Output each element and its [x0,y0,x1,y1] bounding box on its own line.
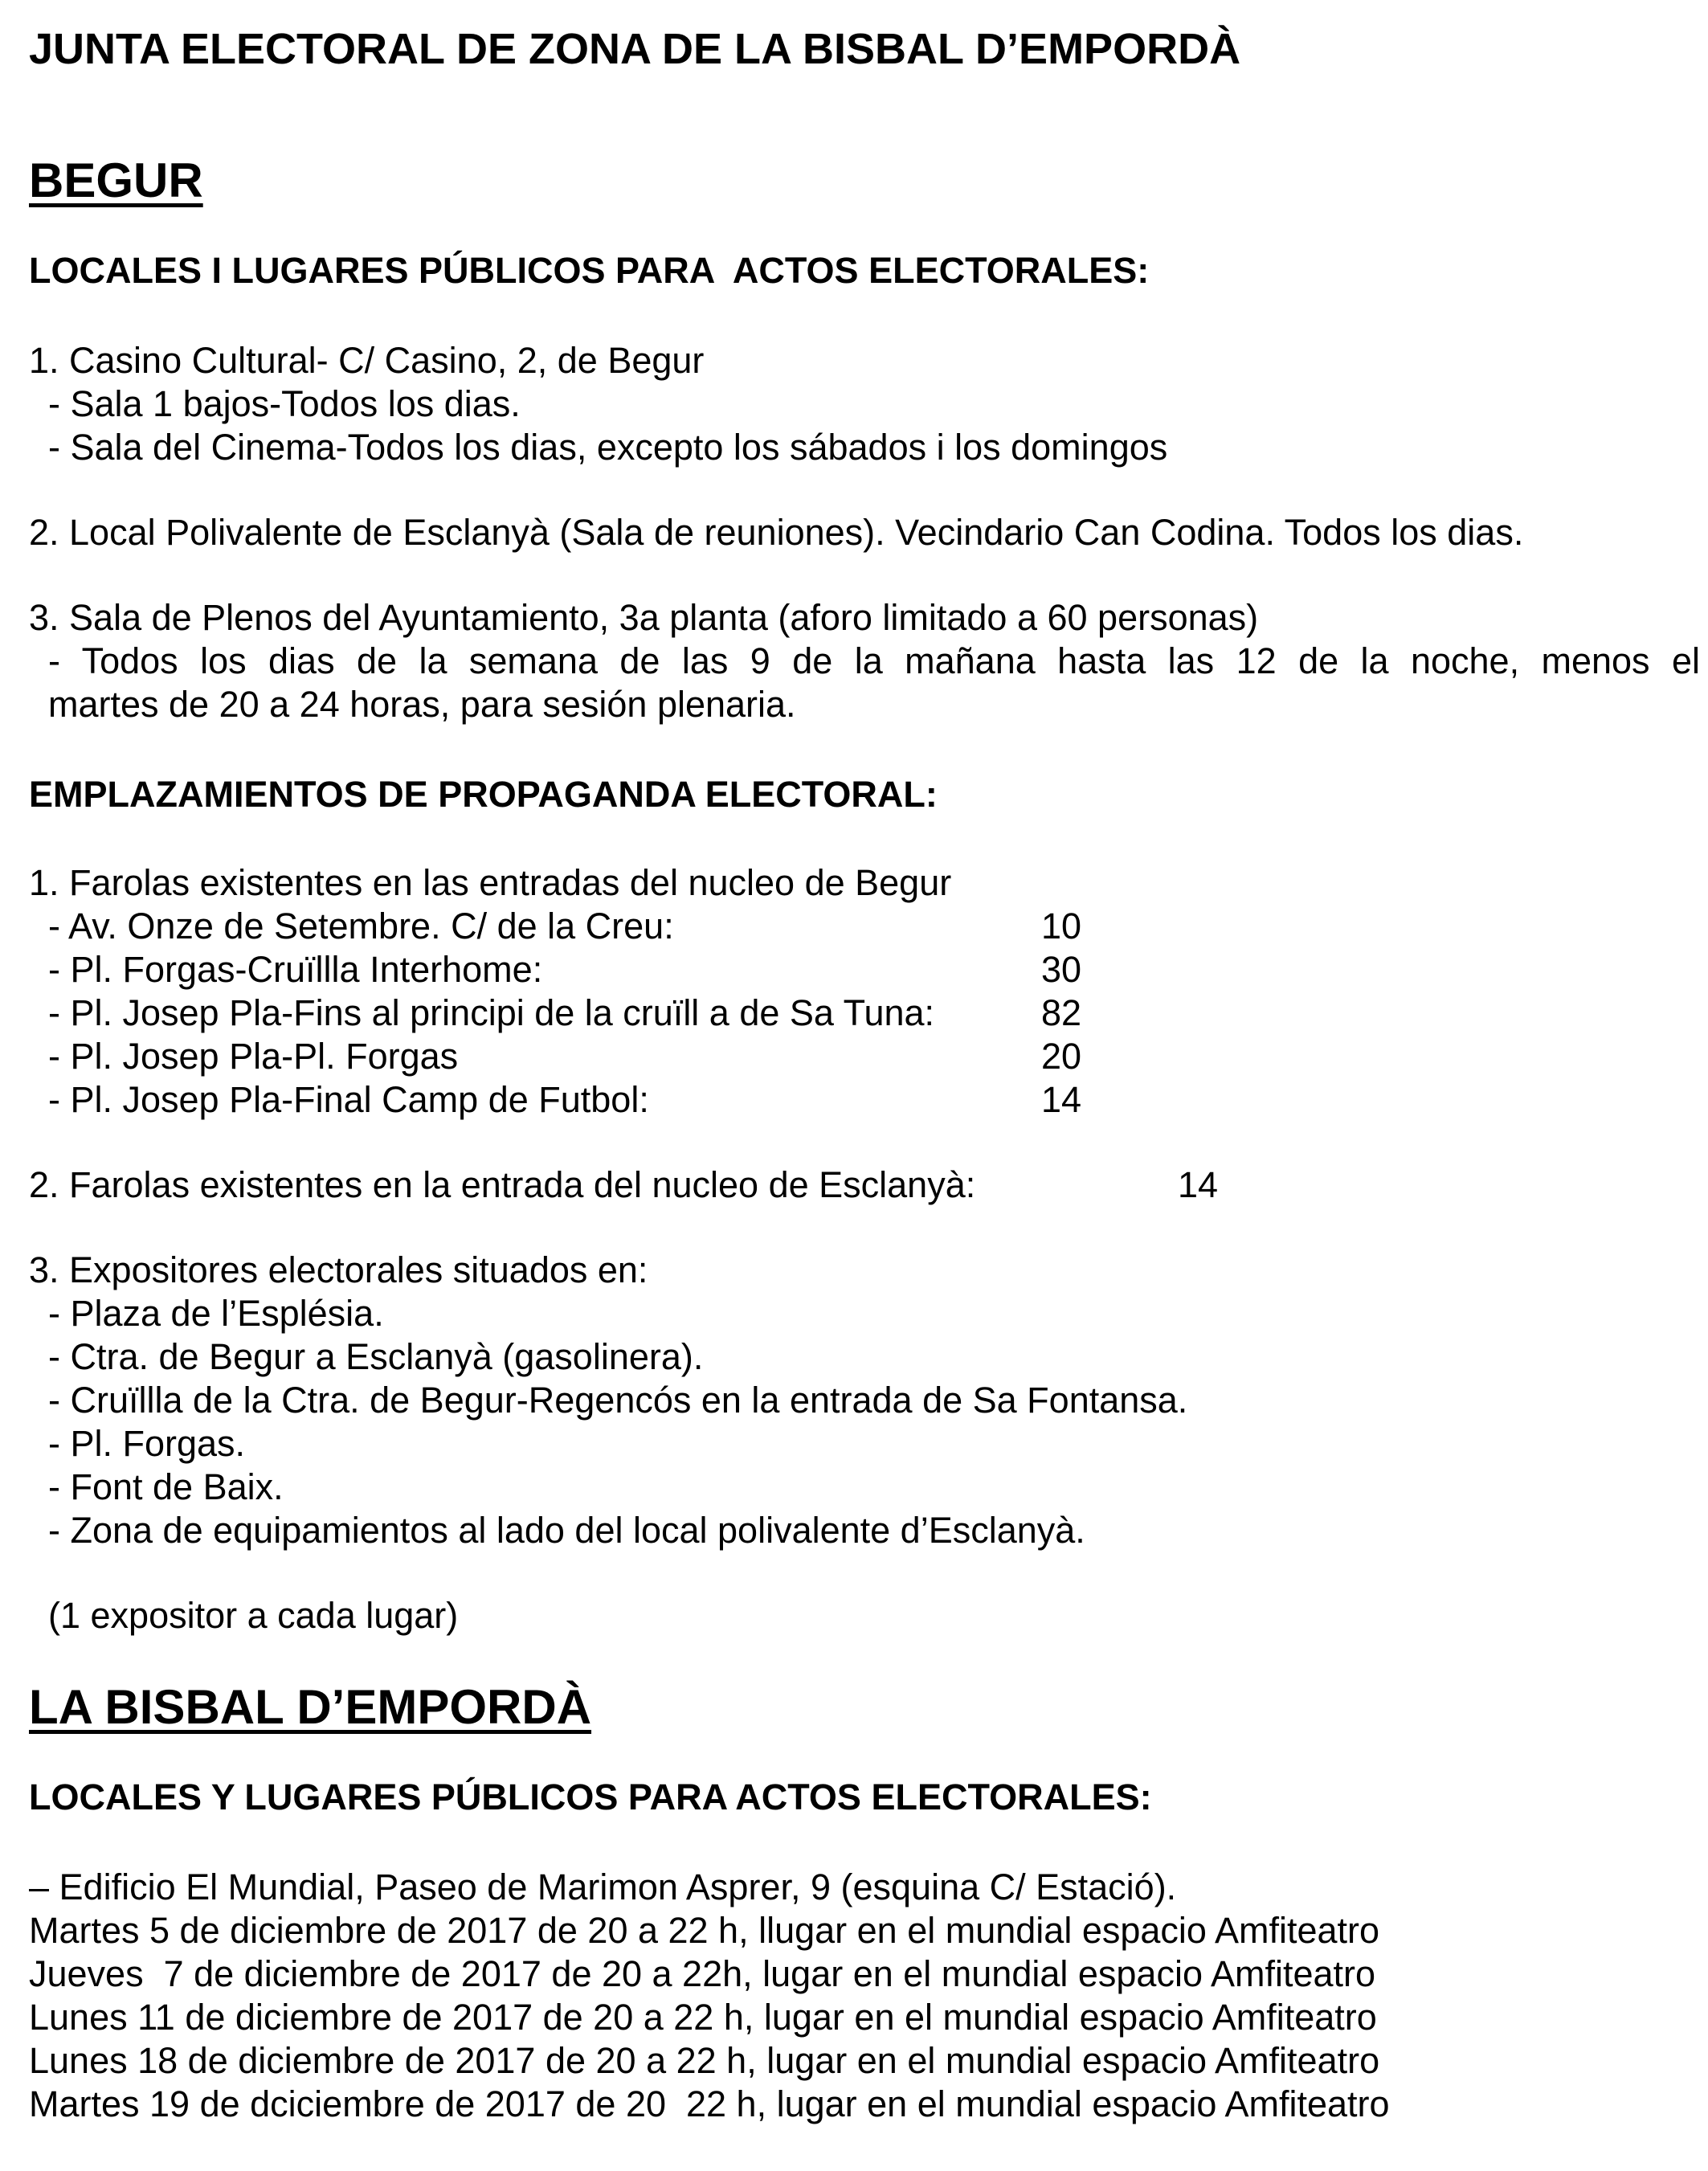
begur-propaganda-row-count: 10 [1041,906,1082,946]
begur-expositor-list-item: - Zona de equipamientos al lado del local polivalente d’Esclanyà. [48,1510,1085,1551]
bisbal-date-line: Jueves 7 de diciembre de 2017 de 20 a 22h, lugar en el mundial espacio Amfiteatro [29,1953,1376,1994]
begur-propaganda-item-2-label: 2. Farolas existentes en la entrada del nucleo de Esclanyà: [29,1164,976,1205]
bisbal-venue: – Edificio El Mundial, Paseo de Marimon Asprer, 9 (esquina C/ Estació). [29,1866,1177,1907]
begur-expositor-list-item: - Pl. Forgas. [48,1423,246,1464]
begur-propaganda-item-3: 3. Expositores electorales situados en: [29,1249,648,1290]
begur-expositor-list-item: - Font de Baix. [48,1466,284,1507]
begur-propaganda-row-label: - Av. Onze de Setembre. C/ de la Creu: [48,906,674,946]
begur-propaganda-row-count: 82 [1041,992,1082,1033]
begur-expositor-note: (1 expositor a cada lugar) [48,1595,459,1636]
begur-locales-item-2: 2. Local Polivalente de Esclanyà (Sala de reuniones). Vecindario Can Codina. Todos los dias. [29,512,1524,553]
begur-locales-heading: LOCALES I LUGARES PÚBLICOS PARA ACTOS ELECTORALES: [29,250,1150,291]
begur-locales-item-1-sub-2: - Sala del Cinema-Todos los dias, excepto los sábados i los domingos [48,427,1168,468]
section-title-la-bisbal: LA BISBAL D’EMPORDÀ [29,1680,592,1734]
begur-locales-item-1: 1. Casino Cultural- C/ Casino, 2, de Begur [29,340,705,381]
begur-propaganda-item-2-count: 14 [1178,1164,1219,1205]
begur-locales-item-3: 3. Sala de Plenos del Ayuntamiento, 3a planta (aforo limitado a 60 personas) [29,597,1259,638]
begur-expositor-list-item: - Plaza de l’Esplésia. [48,1293,384,1334]
bisbal-date-line: Lunes 18 de diciembre de 2017 de 20 a 22 h, lugar en el mundial espacio Amfiteatro [29,2040,1380,2081]
begur-locales-item-3-sub-1-line-2: martes de 20 a 24 horas, para sesión plenaria. [48,684,796,725]
begur-propaganda-row-label: - Pl. Josep Pla-Fins al principi de la cruïll a de Sa Tuna: [48,992,935,1033]
begur-propaganda-row-count: 14 [1041,1079,1082,1120]
begur-propaganda-row-label: - Pl. Josep Pla-Pl. Forgas [48,1036,459,1077]
begur-propaganda-row-label: - Pl. Forgas-Cruïllla Interhome: [48,949,543,990]
bisbal-date-line: Lunes 11 de diciembre de 2017 de 20 a 22 h, lugar en el mundial espacio Amfiteatro [29,1997,1377,2038]
begur-propaganda-row-count: 30 [1041,949,1082,990]
bisbal-date-line: Martes 19 de dciciembre de 2017 de 20 22 h, lugar en el mundial espacio Amfiteatro [29,2083,1390,2124]
bisbal-locales-heading: LOCALES Y LUGARES PÚBLICOS PARA ACTOS ELECTORALES: [29,1776,1152,1817]
bisbal-date-line: Martes 5 de diciembre de 2017 de 20 a 22 h, llugar en el mundial espacio Amfiteatro [29,1910,1380,1951]
begur-propaganda-item-1: 1. Farolas existentes en las entradas del nucleo de Begur [29,862,952,903]
section-title-begur: BEGUR [29,153,203,207]
document-title: JUNTA ELECTORAL DE ZONA DE LA BISBAL D’EMPORDÀ [29,25,1241,73]
begur-propaganda-heading: EMPLAZAMIENTOS DE PROPAGANDA ELECTORAL: [29,774,938,815]
begur-propaganda-row-count: 20 [1041,1036,1082,1077]
begur-locales-item-3-sub-1-line-1: - Todos los dias de la semana de las 9 de la mañana hasta las 12 de la noche, menos el [48,640,1700,681]
begur-propaganda-row-label: - Pl. Josep Pla-Final Camp de Futbol: [48,1079,649,1120]
begur-locales-item-1-sub-1: - Sala 1 bajos-Todos los dias. [48,383,521,424]
begur-expositor-list-item: - Cruïllla de la Ctra. de Begur-Regencós en la entrada de Sa Fontansa. [48,1380,1188,1421]
begur-expositor-list-item: - Ctra. de Begur a Esclanyà (gasolinera). [48,1336,704,1377]
